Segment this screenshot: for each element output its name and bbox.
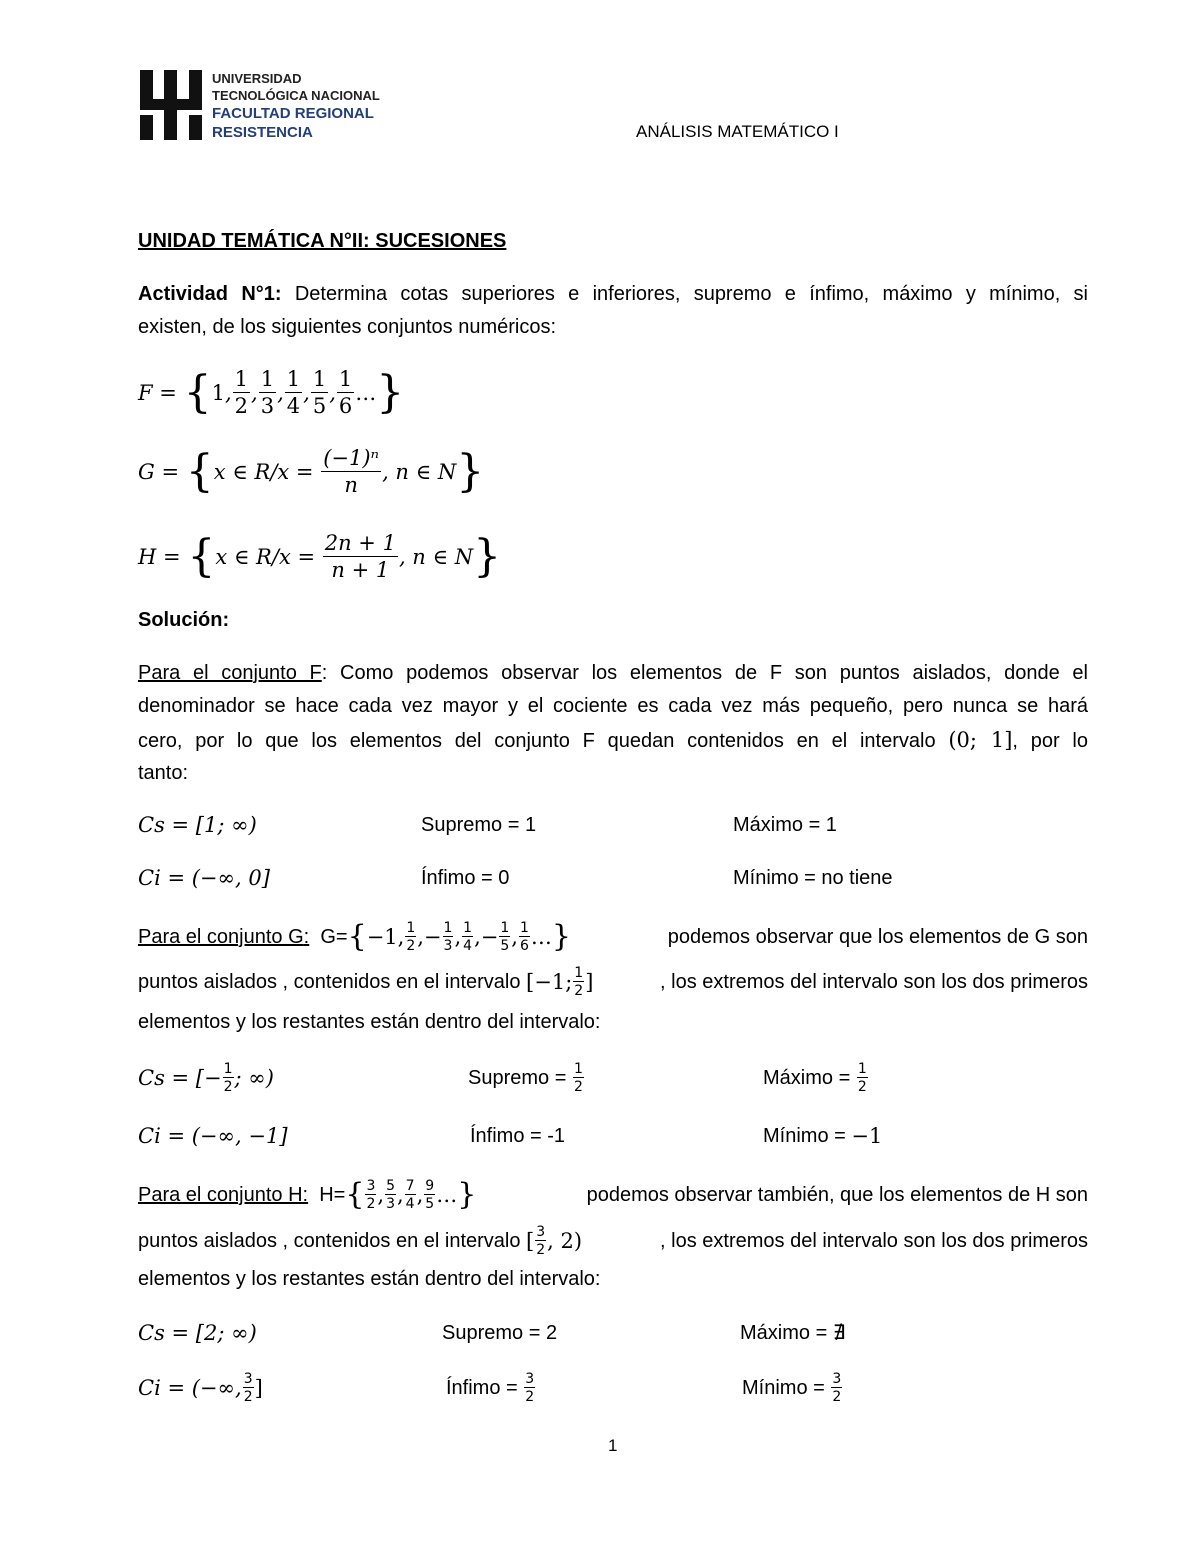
part-g-minimo: Mínimo = −1 xyxy=(763,1124,883,1148)
part-g-maximo: Máximo = $\frac{1}{2}$ xyxy=(763,1061,867,1095)
part-h-infimo: Ínfimo = $\frac{3}{2}$ xyxy=(446,1371,535,1405)
university-logo xyxy=(140,70,415,142)
part-g-heading: Para el conjunto G xyxy=(138,926,304,948)
part-g-line-2: puntos aislados , contenidos en el intervalo [−1; 1 2 ] , los extremos del intervalo son los dos primeros xyxy=(138,965,1088,999)
part-f-ci: Ci = (−∞, 0] xyxy=(138,866,270,890)
part-g-ci: Ci = (−∞, −1] xyxy=(138,1124,288,1148)
logo-line-1: UNIVERSIDAD xyxy=(212,71,302,86)
part-f-line-2: denominador se hace cada vez mayor y el cociente es cada vez más pequeño, pero nunca se hará xyxy=(138,695,1088,717)
part-f-minimo: Mínimo = no tiene xyxy=(733,867,893,889)
part-f-cs: Cs = [1; ∞) xyxy=(138,813,257,837)
part-f-interval: (0; 1] xyxy=(948,728,1013,752)
set-h-name: H xyxy=(138,545,157,569)
part-g-line-3: elementos y los restantes están dentro del intervalo: xyxy=(138,1011,601,1033)
set-g-definition: G = { x ∈ R/x = $\frac{\text{(−1)ⁿ}}{n}$ , n ∈ N } xyxy=(138,446,485,497)
set-f-name: F xyxy=(138,381,153,405)
unit-title: UNIDAD TEMÁTICA N°II: SUCESIONES xyxy=(138,230,507,252)
logo-line-4: RESISTENCIA xyxy=(212,124,313,141)
logo-line-2: TECNOLÓGICA NACIONAL xyxy=(212,88,380,103)
part-h-heading: Para el conjunto H xyxy=(138,1184,303,1206)
part-f-maximo: Máximo = 1 xyxy=(733,814,837,836)
part-h-supremo: Supremo = 2 xyxy=(442,1322,558,1344)
part-h-ci: Ci = (−∞, 3 2 ] xyxy=(138,1371,263,1405)
part-f-heading: Para el conjunto F xyxy=(138,662,322,684)
part-g-line-1: Para el conjunto G : G= { −1, 1 2 ,− $\frac{1}{3}$ , 1 4 ,− $\frac{1}{5}$ , 1 6 … } podemos observar que los elementos de G son xyxy=(138,919,1088,954)
part-f-infimo: Ínfimo = 0 xyxy=(421,867,510,889)
page-number: 1 xyxy=(608,1436,618,1455)
utn-emblem-icon xyxy=(140,70,202,140)
activity-line-2: existen, de los siguientes conjuntos numéricos: xyxy=(138,316,557,338)
activity-line-1 xyxy=(138,277,1088,311)
part-f-line-3: cero, por lo que los elementos del conjunto F quedan contenidos en el intervalo (0; 1], por lo xyxy=(138,728,1088,752)
activity-label: Actividad N°1: xyxy=(138,283,282,305)
part-g-supremo: Supremo = $\frac{1}{2}$ xyxy=(468,1061,583,1095)
solution-label: Solución: xyxy=(138,609,230,631)
activity-text-1: Determina cotas superiores e inferiores, supremo e ínfimo, máximo y mínimo, si xyxy=(294,283,1088,305)
part-g-infimo: Ínfimo = -1 xyxy=(470,1125,566,1147)
part-h-line-3: elementos y los restantes están dentro del intervalo: xyxy=(138,1268,601,1290)
part-h-line-2: puntos aislados , contenidos en el intervalo [ 3 2 , 2) , los extremos del intervalo son los dos primeros xyxy=(138,1224,1088,1258)
part-h-maximo: Máximo = ∄ xyxy=(740,1322,846,1344)
set-f-definition: F = { 1 , $\frac{1}{2}$ , $\frac{1}{3}$ , $\frac{1}{4}$ , $\frac{1}{5}$ , $\frac{1}{6}$ … } xyxy=(138,367,405,418)
part-h-cs: Cs = [2; ∞) xyxy=(138,1321,257,1345)
set-h-definition: H = { x ∈ R/x = $\frac{2n + 1}{n + 1}$ , n ∈ N } xyxy=(138,531,502,582)
part-f-line-4: tanto: xyxy=(138,762,189,784)
set-g-name: G xyxy=(138,460,155,484)
part-h-line-1: Para el conjunto H : H= { 3 2 , 5 3 , 7 4 , 9 5 … } podemos observar también, que los elementos de H son xyxy=(138,1177,1088,1212)
part-h-minimo: Mínimo = $\frac{3}{2}$ xyxy=(742,1371,842,1405)
part-f-line-1: Para el conjunto F: Como podemos observar los elementos de F son puntos aislados, donde el xyxy=(138,662,1088,684)
part-g-cs: Cs = [− $\frac{1}{2}$ ; ∞) xyxy=(138,1061,274,1095)
logo-line-3: FACULTAD REGIONAL xyxy=(212,105,374,122)
part-f-supremo: Supremo = 1 xyxy=(421,814,537,836)
course-title: ANÁLISIS MATEMÁTICO I xyxy=(636,122,839,141)
